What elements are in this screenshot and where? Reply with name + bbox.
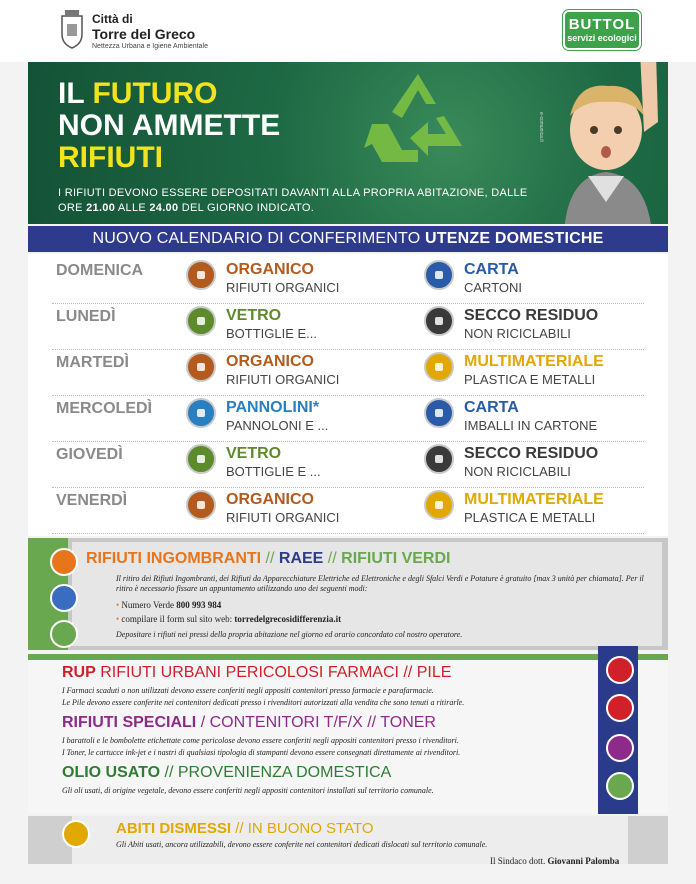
- toll-free-number[interactable]: 800 993 984: [176, 600, 222, 610]
- calendar-row: [28, 442, 668, 488]
- calendar-row: [28, 304, 668, 350]
- waste-type-title: MULTIMATERIALE: [464, 491, 604, 508]
- waste-type-detail: PANNOLONI E ...: [226, 418, 329, 433]
- bulky-title: RIFIUTI INGOMBRANTI: [86, 550, 262, 567]
- bulky-waste-title: [86, 550, 450, 568]
- calendar-row: [28, 396, 668, 442]
- hero-title-line2: NON AMMETTE: [58, 109, 281, 142]
- waste-type-title: ORGANICO: [226, 491, 314, 508]
- day-name: LUNEDÌ: [56, 308, 116, 325]
- day-name: GIOVEDÌ: [56, 446, 123, 463]
- oil-drop-icon: [606, 772, 634, 800]
- rup-text-2: Le Pile devono essere conferite nei contenitori dedicati presso i rivenditori autorizzati alla vendita che sono tenuti a ritirarle.: [62, 698, 465, 707]
- toll-free-item: • Numero Verde 800 993 984: [116, 600, 222, 610]
- secco-icon: [424, 306, 454, 336]
- waste-type-detail: RIFIUTI ORGANICI: [226, 510, 340, 525]
- hero-subtitle-post: DEL GIORNO INDICATO.: [181, 202, 315, 214]
- bulky-waste-text: Il ritiro dei Rifiuti Ingombranti, dei Rifiuti da Apparecchiature Elettriche ed Elettroniche e degli Sfalci Verdi e Potature è gratuito [max 3 unità per chiamata]. Per il ritiro è necessario fissare un appuntamento utilizzando uno dei seguenti modi:: [116, 574, 644, 593]
- website-link[interactable]: torredelgrecosidifferenzia.it: [234, 614, 342, 624]
- department-name: Nettezza Urbana e Igiene Ambientale: [92, 43, 208, 50]
- title-separator: //: [327, 550, 337, 567]
- waste-type-detail: CARTONI: [464, 280, 523, 295]
- rup-subtitle: FARMACI // PILE: [327, 664, 452, 681]
- hero-banner: [28, 62, 668, 224]
- hero-title-line1: [58, 78, 217, 110]
- calendar-heading: [28, 226, 668, 252]
- waste-type-title: ORGANICO: [226, 261, 314, 278]
- sofa-icon: [50, 548, 78, 576]
- city-name: Torre del Greco: [92, 26, 196, 42]
- rup-full-name: RIFIUTI URBANI PERICOLOSI: [100, 664, 324, 681]
- calendar-row: [28, 258, 668, 304]
- calendar-row: [28, 488, 668, 534]
- organico-icon: [186, 260, 216, 290]
- rup-title: [62, 664, 451, 682]
- waste-type-title: VETRO: [226, 307, 282, 324]
- secco-icon: [424, 444, 454, 474]
- oil-name: OLIO USATO: [62, 764, 161, 781]
- waste-type-detail: NON RICICLABILI: [464, 326, 571, 341]
- day-name: MERCOLEDÌ: [56, 400, 152, 417]
- time-end: 24.00: [149, 202, 179, 214]
- oil-text: Gli oli usati, di origine vegetale, devono essere conferiti negli appositi contenitori installati sul territorio comunale.: [62, 786, 434, 795]
- waste-type-title: PANNOLINI*: [226, 399, 320, 416]
- tshirt-icon: [62, 820, 90, 848]
- appliance-icon: [50, 584, 78, 612]
- hero-title-highlight: FUTURO: [92, 77, 218, 110]
- clothes-name: ABITI DISMESSI: [116, 820, 232, 837]
- calendar-table: [28, 254, 668, 536]
- pharmacy-icon: [606, 656, 634, 684]
- brand-tagline: servizi ecologici: [567, 33, 637, 43]
- vetro-icon: [186, 444, 216, 474]
- hero-subtitle-pre: I RIFIUTI DEVONO ESSERE DEPOSITATI DAVANTI ALLA PROPRIA ABITAZIONE, DALLE ORE: [58, 187, 528, 214]
- multi-icon: [424, 352, 454, 382]
- calendar-heading-text: NUOVO CALENDARIO DI CONFERIMENTO: [92, 230, 421, 247]
- city-crest-icon: [58, 10, 86, 50]
- waste-type-detail: RIFIUTI ORGANICI: [226, 372, 340, 387]
- city-prefix: Città di: [92, 12, 133, 26]
- calendar-heading-bold: UTENZE DOMESTICHE: [425, 230, 604, 247]
- mayor-name: Giovanni Palomba: [547, 856, 620, 866]
- oil-subtitle: // PROVENIENZA DOMESTICA: [164, 764, 392, 781]
- section-divider: [28, 654, 668, 660]
- rup-abbr: RUP: [62, 664, 96, 681]
- special-waste-subtitle: / CONTENITORI T/F/X // TONER: [200, 714, 436, 731]
- clothes-subtitle: // IN BUONO STATO: [235, 820, 374, 837]
- calendar-row: [28, 350, 668, 396]
- title-separator: //: [265, 550, 275, 567]
- website-label: compilare il form sul sito web:: [121, 614, 233, 624]
- waste-type-detail: NON RICICLABILI: [464, 464, 571, 479]
- multi-icon: [424, 490, 454, 520]
- raee-title: RAEE: [278, 550, 324, 567]
- toll-free-label: Numero Verde: [121, 600, 174, 610]
- special-waste-text-1: I barattoli e le bombolette etichettate come pericolose devono essere conferiti negli appositi contenitori presso i rivenditori.: [62, 736, 459, 745]
- rup-text-1: I Farmaci scaduti o non utilizzati devono essere conferiti negli appositi contenitori presso farmacie e parafarmacie.: [62, 686, 434, 695]
- waste-type-title: CARTA: [464, 261, 519, 278]
- hero-title-line3: RIFIUTI: [58, 141, 163, 174]
- day-name: VENERDÌ: [56, 492, 128, 509]
- organico-icon: [186, 352, 216, 382]
- buttol-logo: [563, 10, 641, 50]
- waste-type-detail: BOTTIGLIE E...: [226, 326, 318, 341]
- time-start: 21.00: [86, 202, 116, 214]
- toner-icon: [606, 734, 634, 762]
- clothes-text: Gli Abiti usati, ancora utilizzabili, devono essere conferite nei contenitori dedicati dislocati sul territorio comunale.: [116, 840, 488, 849]
- child-photo: [548, 62, 668, 224]
- recycle-icon: [358, 66, 478, 176]
- leaf-icon: [50, 620, 78, 648]
- hero-title-word: IL: [58, 77, 85, 110]
- organico-icon: [186, 490, 216, 520]
- signature-label: Il Sindaco dott.: [490, 856, 546, 866]
- carta-icon: [424, 398, 454, 428]
- oil-title: [62, 764, 391, 782]
- waste-type-title: VETRO: [226, 445, 282, 462]
- hero-subtitle-mid: ALLE: [117, 202, 146, 214]
- hero-subtitle: [58, 186, 528, 216]
- carta-icon: [424, 260, 454, 290]
- waste-type-detail: RIFIUTI ORGANICI: [226, 280, 340, 295]
- green-waste-title: RIFIUTI VERDI: [341, 550, 451, 567]
- website-item: • compilare il form sul sito web: torredelgrecosidifferenzia.it: [116, 614, 342, 624]
- header-bar: [0, 0, 696, 62]
- special-waste-text-2: I Toner, le cartucce ink-jet e i nastri di qualsiasi tipologia di stampanti devono essere consegnati direttamente ai rivenditori.: [62, 748, 461, 757]
- special-waste-title: [62, 714, 436, 732]
- waste-type-title: CARTA: [464, 399, 519, 416]
- waste-type-title: ORGANICO: [226, 353, 314, 370]
- pannolini-icon: [186, 398, 216, 428]
- special-waste-name: RIFIUTI SPECIALI: [62, 714, 197, 731]
- photo-credit: e-comunica.it: [538, 112, 544, 142]
- brand-name: BUTTOL: [568, 16, 636, 33]
- vetro-icon: [186, 306, 216, 336]
- waste-type-title: MULTIMATERIALE: [464, 353, 604, 370]
- waste-type-detail: PLASTICA E METALLI: [464, 510, 596, 525]
- day-name: DOMENICA: [56, 262, 144, 279]
- day-name: MARTEDÌ: [56, 354, 129, 371]
- deposit-note: Depositare i rifiuti nei pressi della propria abitazione nel giorno ed orario concordato col nostro operatore.: [116, 630, 463, 639]
- clothes-title: [116, 820, 374, 837]
- waste-type-detail: BOTTIGLIE E ...: [226, 464, 321, 479]
- waste-type-title: SECCO RESIDUO: [464, 445, 599, 462]
- battery-icon: [606, 694, 634, 722]
- waste-type-title: SECCO RESIDUO: [464, 307, 599, 324]
- waste-type-detail: IMBALLI IN CARTONE: [464, 418, 598, 433]
- mayor-signature: [490, 856, 619, 866]
- row-divider: [52, 533, 644, 534]
- waste-type-detail: PLASTICA E METALLI: [464, 372, 596, 387]
